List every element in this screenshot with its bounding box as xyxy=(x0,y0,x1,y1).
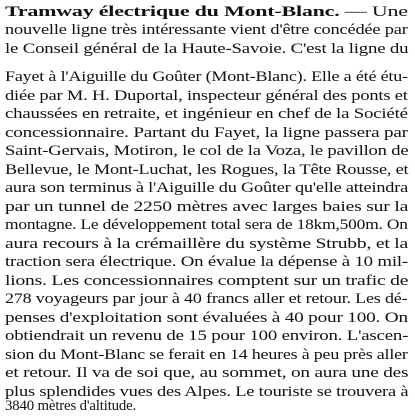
text-line: aura recours à la crémaillère du système Strubb, et la xyxy=(5,236,408,252)
text-line: 278 voyageurs par jour à 40 francs aller et retour. Les dé- xyxy=(5,291,408,307)
text-line: Fayet à l'Aiguille du Goûter (Mont-Blanc). Elle a été étu- xyxy=(5,69,408,85)
title-dash: — xyxy=(339,4,372,20)
text-line: Bellevue, le Mont-Luchat, les Rogues, la Tête Rousse, et xyxy=(5,162,409,178)
text-line: lions. Les concessionnaires comptent sur un trafic de xyxy=(5,273,409,289)
text-line: aura son terminus à l'Aiguille du Goûter qu'elle atteindra xyxy=(5,180,408,196)
text-line: plus splendides vues des Alpes. Le touriste se trouvera à xyxy=(5,384,409,400)
text-line: concessionnaire. Partant du Fayet, la ligne passera par xyxy=(5,125,408,141)
text-line: Une xyxy=(371,4,408,20)
text-line: le Conseil général de la Haute-Savoie. C'est la ligne du xyxy=(5,41,409,57)
text-line: sion du Mont-Blanc se ferait en 14 heures à peu près aller xyxy=(5,347,408,363)
text-line: et retour. Il va de soi que, au sommet, on aura une des xyxy=(5,365,409,381)
text-line: montagne. Le développement total sera de 18km,500m. On xyxy=(5,217,408,233)
text-line: par un tunnel de 2250 mètres avec larges baies sur la xyxy=(5,199,409,215)
article-title: Tramway électrique du Mont-Blanc. xyxy=(5,4,340,20)
text-line: nouvelle ligne très intéressante vient d'être concédée par xyxy=(5,22,408,38)
text-line: chaussées en retraite, et ingénieur en chef de la Société xyxy=(5,106,408,122)
text-line: obtiendrait un revenu de 15 pour 100 environ. L'ascen- xyxy=(5,328,409,344)
line-title xyxy=(5,3,408,22)
text-line: penses d'exploitation sont évaluées à 40 pour 100. On xyxy=(5,310,408,326)
text-line: diée par M. H. Duportal, inspecteur général des ponts et xyxy=(5,88,408,104)
text-line: 3840 mètres d'altitude. xyxy=(5,398,137,414)
text-line: Saint-Gervais, Motiron, le col de la Voza, le pavillon de xyxy=(5,143,409,159)
text-line: traction sera électrique. On évalue la dépense à 10 mil- xyxy=(5,254,409,270)
